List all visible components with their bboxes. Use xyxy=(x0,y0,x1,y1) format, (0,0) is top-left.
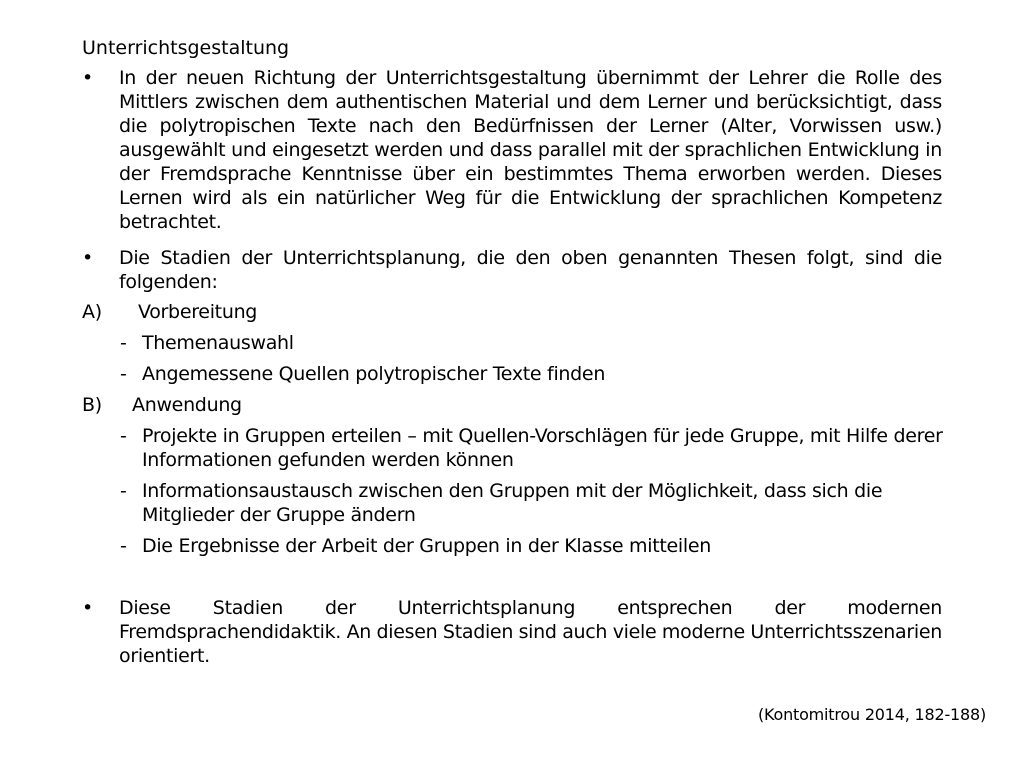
list-item xyxy=(120,479,950,527)
section-label: B) xyxy=(82,394,102,416)
list-item-text: Projekte in Gruppen erteilen – mit Quellen-Vorschlägen für jede Gruppe, mit Hilfe derer Informationen gefunden werden können xyxy=(142,425,943,471)
bullet-item-modern-didactics xyxy=(82,596,942,668)
bullet-item-planning-stages xyxy=(82,246,942,294)
dash-icon: - xyxy=(120,425,127,447)
list-item-text: Informationsaustausch zwischen den Gruppen mit der Möglichkeit, dass sich die Mitglieder der Gruppe ändern xyxy=(142,480,883,526)
bullet-icon: • xyxy=(82,597,94,619)
bullet-icon: • xyxy=(82,247,94,269)
list-item xyxy=(120,331,950,355)
bullet-text: Die Stadien der Unterrichtsplanung, die den oben genannten Thesen folgt, sind die folgenden: xyxy=(119,247,942,293)
dash-icon: - xyxy=(120,535,127,557)
list-item xyxy=(120,424,950,472)
bullet-item-role-of-teacher xyxy=(82,66,942,234)
list-item-text: Themenauswahl xyxy=(142,332,294,354)
dash-icon: - xyxy=(120,363,127,385)
list-item-text: Angemessene Quellen polytropischer Texte finden xyxy=(142,363,606,385)
list-item xyxy=(120,362,950,386)
section-heading-b xyxy=(82,393,242,417)
dash-icon: - xyxy=(120,480,127,502)
dash-icon: - xyxy=(120,332,127,354)
slide-title: Unterrichtsgestaltung xyxy=(82,37,290,59)
list-item-text: Die Ergebnisse der Arbeit der Gruppen in der Klasse mitteilen xyxy=(142,535,712,557)
section-title: Vorbereitung xyxy=(138,301,258,323)
citation: (Kontomitrou 2014, 182-188) xyxy=(757,705,986,724)
bullet-icon: • xyxy=(82,67,94,89)
section-label: A) xyxy=(82,301,102,323)
section-heading-a xyxy=(82,300,257,324)
bullet-text: In der neuen Richtung der Unterrichtsgestaltung übernimmt der Lehrer die Rolle des Mittlers zwischen dem authentischen Material und dem Lerner und berücksichtigt, dass die polytropischen Texte nach den Bedürfnissen der Lerner (Alter, Vorwissen usw.) ausgewählt und eingesetzt werden und dass parallel mit der sprachlichen Entwicklung in der Fremdsprache Kenntnisse über ein bestimmtes Thema erworben werden. Dieses Lernen wird als ein natürlicher Weg für die Entwicklung der sprachlichen Kompetenz betrachtet. xyxy=(119,67,942,233)
list-item xyxy=(120,534,950,558)
section-title: Anwendung xyxy=(132,394,242,416)
bullet-text: Diese Stadien der Unterrichtsplanung entsprechen der modernen Fremdsprachendidaktik. An diesen Stadien sind auch viele moderne Unterrichtsszenarien orientiert. xyxy=(119,597,942,667)
